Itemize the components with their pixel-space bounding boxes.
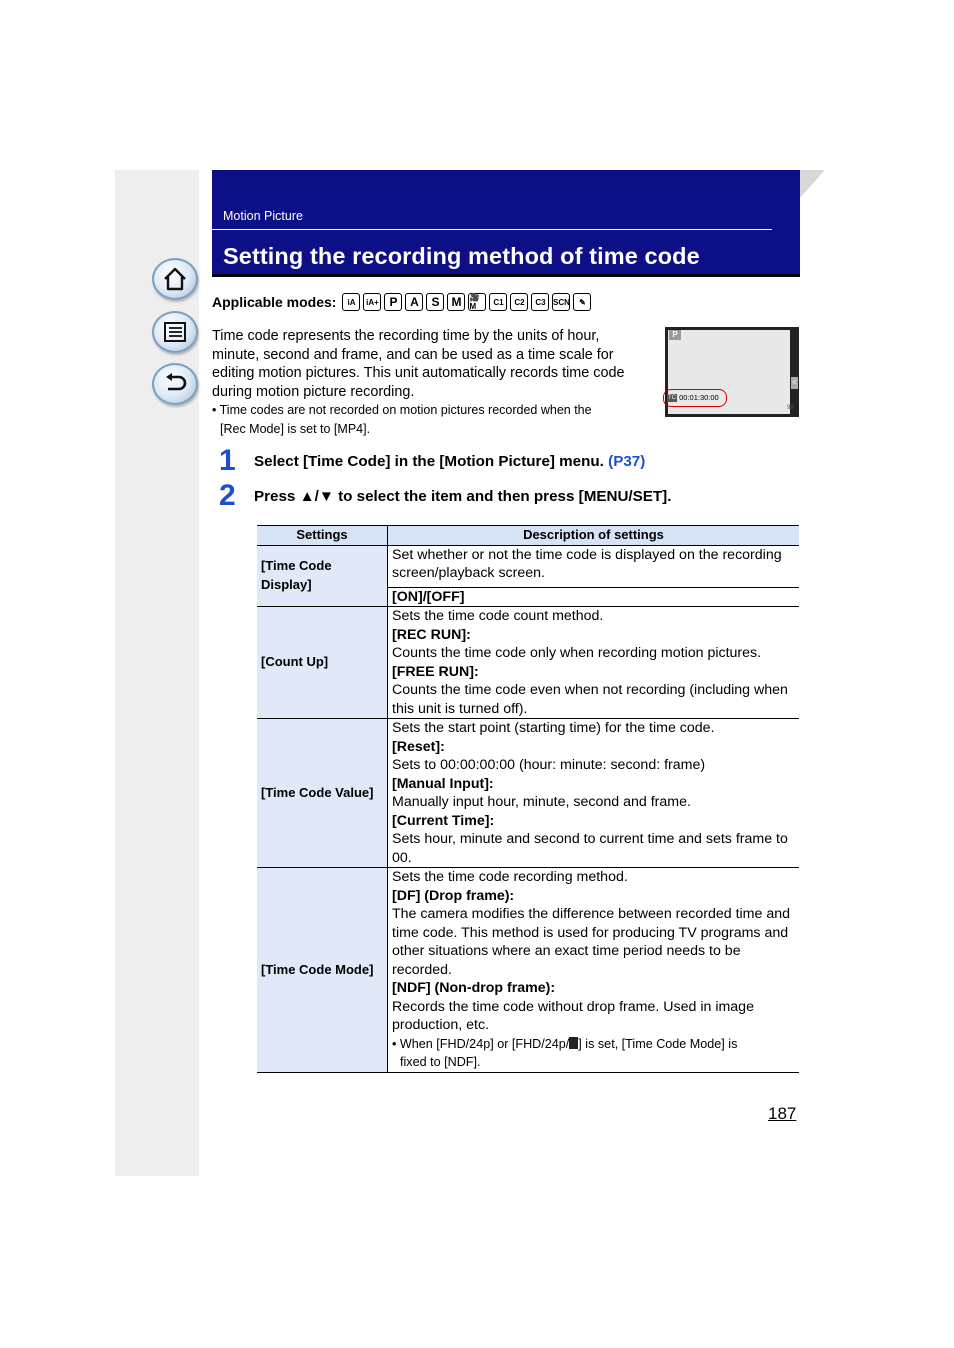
step-1 — [219, 444, 645, 478]
intro-text: Time code represents the recording time by the units of hour, minute, second and frame, and can be used as a time scale for editing motion pictures. This unit automatically records time code during motion picture recording. — [212, 328, 625, 400]
mode-c3-icon: C3 — [531, 293, 549, 311]
description-text: Sets the time code count method. — [392, 608, 604, 624]
option-label: [Manual Input]: — [392, 775, 494, 792]
header-settings: Settings — [257, 526, 388, 546]
intro-note — [212, 401, 647, 438]
list-menu-icon — [162, 319, 188, 345]
step-text — [254, 453, 645, 470]
option-description: The camera modifies the difference between recorded time and time code. This method is used for producing TV programs and other situations where an exact time period needs to be recorded. — [392, 906, 790, 978]
camera-count: 98 — [787, 405, 794, 411]
mode-p-icon: P — [384, 293, 402, 311]
table-note — [392, 1035, 795, 1072]
setting-description — [388, 868, 800, 1073]
note-text: ] is set, [Time Code Mode] is — [578, 1036, 738, 1051]
table-row — [257, 607, 799, 719]
mode-ia-icon: iA — [342, 293, 360, 311]
back-arrow-icon — [162, 371, 188, 397]
step-number: 1 — [219, 444, 236, 477]
mode-m-icon: M — [447, 293, 465, 311]
mode-c2-icon: C2 — [510, 293, 528, 311]
setting-name: [Time Code Mode] — [257, 868, 388, 1073]
timecode-value: 00:01:30:00 — [679, 393, 719, 402]
option-values: [ON]/[OFF] — [388, 587, 799, 607]
header-description: Description of settings — [388, 526, 800, 546]
setting-name: [Time Code Display] — [257, 545, 388, 607]
mode-creative-control-icon: ✎ — [573, 293, 591, 311]
back-button[interactable] — [152, 363, 198, 405]
step-instruction: Select [Time Code] in the [Motion Picture] menu. — [254, 452, 604, 470]
home-button[interactable] — [152, 258, 198, 300]
option-description: Sets hour, minute and second to current time and sets frame to 00. — [392, 831, 788, 866]
intro-note-line2: [Rec Mode] is set to [MP4]. — [220, 421, 371, 436]
description-text: Sets the start point (starting time) for the time code. — [392, 720, 715, 736]
setting-description — [388, 607, 800, 719]
option-label: [Current Time]: — [392, 812, 495, 829]
description-text: Sets the time code recording method. — [392, 869, 628, 885]
page-reference-link[interactable]: (P37) — [608, 452, 646, 470]
option-description: Records the time code without drop frame. Used in image production, etc. — [392, 998, 754, 1033]
step-number: 2 — [219, 479, 236, 512]
description-text: Set whether or not the time code is displayed on the recording screen/playback screen. — [392, 546, 782, 581]
tc-label: TC — [668, 395, 676, 402]
table-header-row — [257, 526, 799, 546]
step-instruction: Press ▲/▼ to select the item and then press [MENU/SET]. — [254, 487, 672, 505]
mode-ia-plus-icon: iA+ — [363, 293, 381, 311]
frame-rate-icon — [569, 1037, 578, 1049]
mode-a-icon: A — [405, 293, 423, 311]
option-label: [REC RUN]: — [392, 626, 471, 643]
mode-creative-video-icon: 🎥M — [468, 293, 486, 311]
option-description: Counts the time code only when recording motion pictures. — [392, 645, 762, 661]
option-description: Sets to 00:00:00:00 (hour: minute: second: frame) — [392, 757, 706, 773]
page-number: 187 — [768, 1104, 797, 1123]
page-title: Setting the recording method of time code — [223, 243, 700, 269]
header-divider — [212, 229, 772, 230]
mode-c1-icon: C1 — [489, 293, 507, 311]
option-description: Manually input hour, minute, second and frame. — [392, 794, 691, 810]
section-label: Motion Picture — [223, 209, 303, 223]
note-text: • When [FHD/24p] or [FHD/24p/ — [392, 1036, 570, 1051]
option-description: Counts the time code even when not recording (including when this unit is turned off). — [392, 682, 788, 717]
camera-tab-arrow: < — [792, 378, 797, 387]
note-text: fixed to [NDF]. — [400, 1055, 481, 1069]
setting-name: [Time Code Value] — [257, 719, 388, 868]
home-icon — [162, 266, 188, 292]
step-2 — [219, 479, 671, 513]
table-row — [257, 719, 799, 868]
applicable-modes — [212, 293, 594, 311]
table-row — [257, 545, 799, 607]
option-label: [FREE RUN]: — [392, 663, 479, 680]
mode-s-icon: S — [426, 293, 444, 311]
table-row — [257, 868, 799, 1073]
option-label: [DF] (Drop frame): — [392, 887, 515, 904]
setting-name: [Count Up] — [257, 607, 388, 719]
setting-description — [388, 719, 800, 868]
header-corner-decoration — [770, 170, 825, 230]
modes-label: Applicable modes: — [212, 294, 337, 310]
mode-scn-icon: SCN — [552, 293, 570, 311]
menu-button[interactable] — [152, 311, 198, 353]
option-label: [NDF] (Non-drop frame): — [392, 980, 556, 996]
camera-mode-indicator: P — [669, 330, 681, 340]
header-underline — [212, 274, 800, 277]
timecode-highlight — [663, 389, 727, 407]
settings-table — [257, 525, 799, 1073]
intro-note-line1: • Time codes are not recorded on motion pictures recorded when the — [212, 403, 592, 417]
setting-description — [388, 545, 800, 607]
option-label: [Reset]: — [392, 738, 445, 755]
